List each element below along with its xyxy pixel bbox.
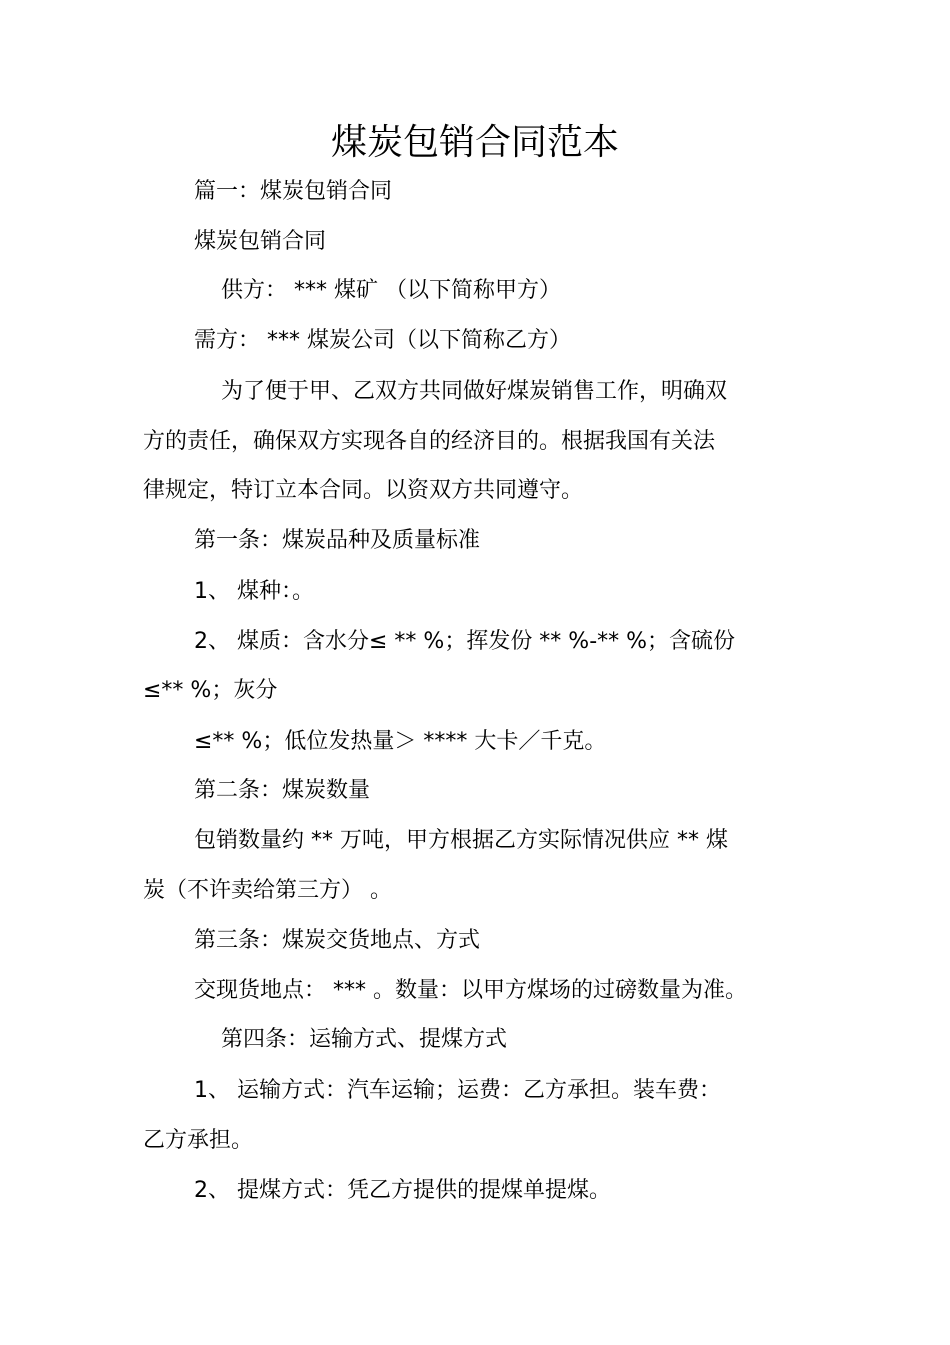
contract-name: 煤炭包销合同 xyxy=(194,229,327,254)
document-title: 煤炭包销合同范本 xyxy=(330,122,619,163)
clause-line: 2、 提煤方式：凭乙方提供的提煤单提煤。 xyxy=(194,1178,611,1203)
article-heading: 第一条：煤炭品种及质量标准 xyxy=(194,528,481,553)
supplier-line: 供方： *** 煤矿 （以下简称甲方） xyxy=(221,278,561,303)
clause-line: 包销数量约 ** 万吨，甲方根据乙方实际情况供应 ** 煤 xyxy=(194,828,728,853)
preamble-line: 为了便于甲、乙双方共同做好煤炭销售工作，明确双 xyxy=(221,379,728,404)
buyer-line: 需方： *** 煤炭公司（以下简称乙方） xyxy=(194,328,571,353)
preamble-line: 方的责任，确保双方实现各自的经济目的。根据我国有关法 xyxy=(143,429,716,454)
article-heading: 第三条：煤炭交货地点、方式 xyxy=(194,928,481,953)
clause-line: ≤** %；灰分 xyxy=(143,678,278,703)
preamble-line: 律规定，特订立本合同。以资双方共同遵守。 xyxy=(143,478,584,503)
clause-line: 交现货地点： *** 。数量：以甲方煤场的过磅数量为准。 xyxy=(194,978,747,1003)
article-heading: 第二条：煤炭数量 xyxy=(194,778,371,803)
clause-line: 1、 煤种：。 xyxy=(194,579,314,604)
clause-line: 2、 煤质：含水分≤ ** %；挥发份 ** %-** %；含硫份 xyxy=(194,629,736,654)
clause-line: 炭（不许卖给第三方） 。 xyxy=(143,878,392,903)
clause-line: 1、 运输方式：汽车运输；运费：乙方承担。装车费： xyxy=(194,1078,721,1103)
clause-line: ≤** %；低位发热量＞ **** 大卡／千克。 xyxy=(194,729,607,754)
clause-line: 乙方承担。 xyxy=(143,1128,254,1153)
section-heading: 篇一：煤炭包销合同 xyxy=(194,179,393,204)
article-heading: 第四条：运输方式、提煤方式 xyxy=(221,1027,508,1052)
